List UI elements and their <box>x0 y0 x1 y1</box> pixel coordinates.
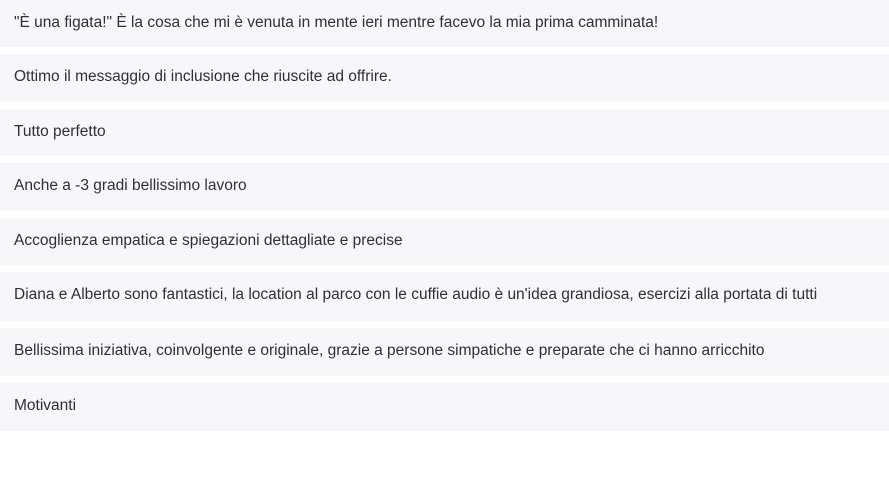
list-item <box>0 0 889 47</box>
list-item-text: Accoglienza empatica e spiegazioni dettagliate e precise <box>14 231 403 249</box>
list-item-text: Anche a -3 gradi bellissimo lavoro <box>14 177 247 195</box>
list-item-text: "È una figata!" È la cosa che mi è venuta in mente ieri mentre facevo la mia prima camminata! <box>14 14 659 31</box>
list-item-text: Motivanti <box>14 397 77 415</box>
list-item <box>0 218 889 265</box>
list-item <box>0 272 889 320</box>
list-item-text: Bellissima iniziativa, coinvolgente e originale, grazie a persone simpatiche e preparate che ci hanno arricchito <box>14 341 765 359</box>
list-item <box>0 163 889 210</box>
list-item-text: Diana e Alberto sono fantastici, la location al parco con le cuffie audio è un'idea grandiosa, esercizi alla portata di tutti <box>14 286 818 304</box>
list-item-text: Tutto perfetto <box>14 122 106 140</box>
list-item <box>0 54 889 101</box>
list-item <box>0 383 889 430</box>
list-item <box>0 109 889 156</box>
list-item <box>0 328 889 376</box>
list-item-text: Ottimo il messaggio di inclusione che riuscite ad offrire. <box>14 68 392 86</box>
